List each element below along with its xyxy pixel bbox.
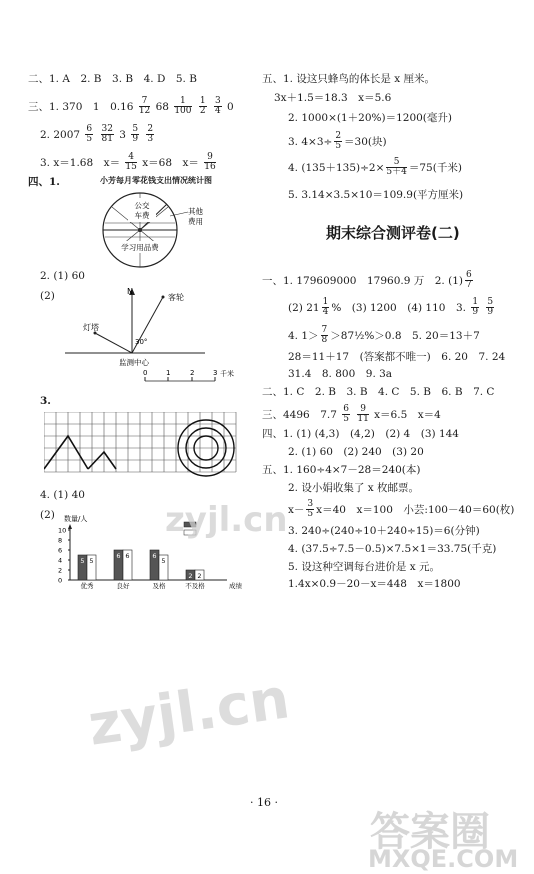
bar-value-label: 6 xyxy=(152,552,157,560)
answer-5-2: 2. 1000×(1＋20%)＝1200(毫升) xyxy=(288,112,453,124)
scale-unit: 千米 xyxy=(220,370,234,378)
bar-value-label: 5 xyxy=(89,557,94,565)
watermark-2: zyjl.cn xyxy=(84,666,294,759)
pie-chart-title: 小芳每月零花钱支出情况统计图 xyxy=(100,176,212,185)
pie-label-fare: 车费 xyxy=(134,211,150,220)
r-line-6: 二、1. C 2. B 3. B 4. C 5. B 6. B 7. C xyxy=(262,386,495,398)
r-line-15: 5. 设这种空调每台进价是 x 元。 xyxy=(288,561,440,573)
category-label: 良好 xyxy=(116,582,130,590)
answer-4-4: 4. (1) 40 xyxy=(40,489,85,501)
answer-section-4-label: 四、1. xyxy=(28,176,60,188)
pie-label-cost: 费用 xyxy=(188,217,203,226)
answer-4-4b: (2) xyxy=(40,509,55,521)
pie-label-study: 学习用品费 xyxy=(121,243,159,252)
answer-section-3-3: 3. x＝1.68 x＝ $\frac{4}{15}$ x＝68 x＝ $\frac{9}{16}$ xyxy=(40,152,216,173)
pie-label-other: 其他 xyxy=(188,207,203,216)
bar-value-label: 6 xyxy=(116,552,121,560)
scale-tick-1: 1 xyxy=(166,369,171,377)
bar-chart-ylabel: 数量/人 xyxy=(64,515,88,523)
r-line-10: 五、1. 160÷4×7－28＝240(本) xyxy=(262,464,421,476)
answer-5-5: 5. 3.14×3.5×10＝109.9(平方厘米) xyxy=(288,189,464,201)
bar-chart xyxy=(52,512,252,590)
north-label: N xyxy=(127,287,133,296)
y-tick-label: 2 xyxy=(58,566,63,575)
ship-label: 客轮 xyxy=(168,293,184,302)
answer-5-1b: 3x＋1.5＝18.3 x＝5.6 xyxy=(274,92,392,104)
answer-section-3-2: 2. 2007 $\frac{6}{5}$ $\frac{32}{81}$ 3 $\frac{5}{9}$ $\frac{2}{3}$ xyxy=(40,124,154,145)
answer-5-1: 五、1. 设这只蜂鸟的体长是 x 厘米。 xyxy=(262,73,435,85)
legend-swatch-light xyxy=(184,530,196,535)
bar-value-label: 2 xyxy=(188,572,193,580)
watermark-4: MXQE.COM xyxy=(368,845,519,873)
scale-tick-0: 0 xyxy=(143,369,148,377)
answer-4-3-label: 3. xyxy=(40,395,51,407)
map-diagram xyxy=(55,280,245,385)
answer-5-3: 3. 4×3÷ $\frac{2}{5}$ ＝30(块) xyxy=(288,131,387,152)
scale-tick-3: 3 xyxy=(213,369,218,377)
bar-value-label: 6 xyxy=(125,552,130,560)
r-line-1: 一、1. 179609000 17960.9 万 2. (1) $\frac{6}{7}$ xyxy=(262,270,472,291)
pie-label-bus: 公交 xyxy=(134,201,150,210)
answer-section-3-1: 三、1. 370 1 0.16 $\frac{7}{12}$ 68 $\frac{1}{100}$ $\frac{1}{2}$ $\frac{3}{4}$ 0 xyxy=(28,96,234,117)
page-number: · 16 · xyxy=(250,796,278,809)
bar-chart-xlabel: 成绩 xyxy=(229,582,242,590)
r-line-7: 三、4496 7.7 $\frac{6}{5}$ $\frac{9}{11}$ x＝6.5 x＝4 xyxy=(262,404,441,425)
r-line-13: 3. 240÷(240÷10＋240÷15)＝6(分钟) xyxy=(288,525,480,537)
watermark-3: 答案圈 xyxy=(370,809,490,855)
angle-label: 30° xyxy=(135,338,148,346)
answer-5-4: 4. (135＋135)÷2× $\frac{5}{5+4}$ ＝75(千米) xyxy=(288,157,462,178)
tower-label: 灯塔 xyxy=(83,323,99,332)
r-line-2: (2) 21 $\frac{1}{4}$ % (3) 1200 (4) 110 3. $\frac{1}{9}$ $\frac{5}{9}$ xyxy=(288,297,494,318)
y-tick-label: 10 xyxy=(58,526,67,535)
r-line-12: x－ $\frac{3}{5}$ x＝40 x＝100 小芸:100－40＝60(枚) xyxy=(288,499,515,520)
bar-value-label: 5 xyxy=(80,557,85,565)
section-title: 期末综合测评卷(二) xyxy=(326,224,460,242)
scale-tick-2: 2 xyxy=(190,369,195,377)
category-label: 优秀 xyxy=(80,582,94,590)
y-tick-label: 6 xyxy=(58,546,63,555)
r-line-14: 4. (37.5÷7.5－0.5)×7.5×1＝33.75(千克) xyxy=(288,543,497,555)
r-line-9: 2. (1) 60 (2) 240 (3) 20 xyxy=(288,446,424,458)
r-line-8: 四、1. (1) (4,3) (4,2) (2) 4 (3) 144 xyxy=(262,428,459,440)
grid-figure xyxy=(44,412,244,484)
category-label: 及格 xyxy=(152,582,166,590)
answer-4-2b: (2) xyxy=(40,290,55,302)
answer-4-2: 2. (1) 60 xyxy=(40,270,85,282)
legend-swatch-dark xyxy=(184,522,196,527)
y-tick-label: 8 xyxy=(58,536,63,545)
watermark-1: zyjl.cn xyxy=(165,500,288,540)
bar-value-label: 5 xyxy=(161,557,166,565)
y-tick-label: 4 xyxy=(58,556,63,565)
r-line-16: 1.4x×0.9－20－x＝448 x＝1800 xyxy=(288,578,461,590)
r-line-3: 4. 1＞ $\frac{7}{8}$ ＞87½%＞0.8 5. 20＝13＋7 xyxy=(288,325,480,346)
answer-section-2: 二、1. A 2. B 3. B 4. D 5. B xyxy=(28,73,197,85)
y-tick-label: 0 xyxy=(58,576,63,585)
r-line-4: 28＝11＋17 (答案都不唯一) 6. 20 7. 24 xyxy=(288,351,506,363)
r-line-11: 2. 设小娟收集了 x 枚邮票。 xyxy=(288,482,419,494)
r-line-5: 31.4 8. 800 9. 3a xyxy=(288,368,393,380)
category-label: 不及格 xyxy=(185,582,205,590)
bar-value-label: 2 xyxy=(197,572,202,580)
center-label: 监测中心 xyxy=(119,358,149,367)
pie-chart xyxy=(92,190,212,270)
